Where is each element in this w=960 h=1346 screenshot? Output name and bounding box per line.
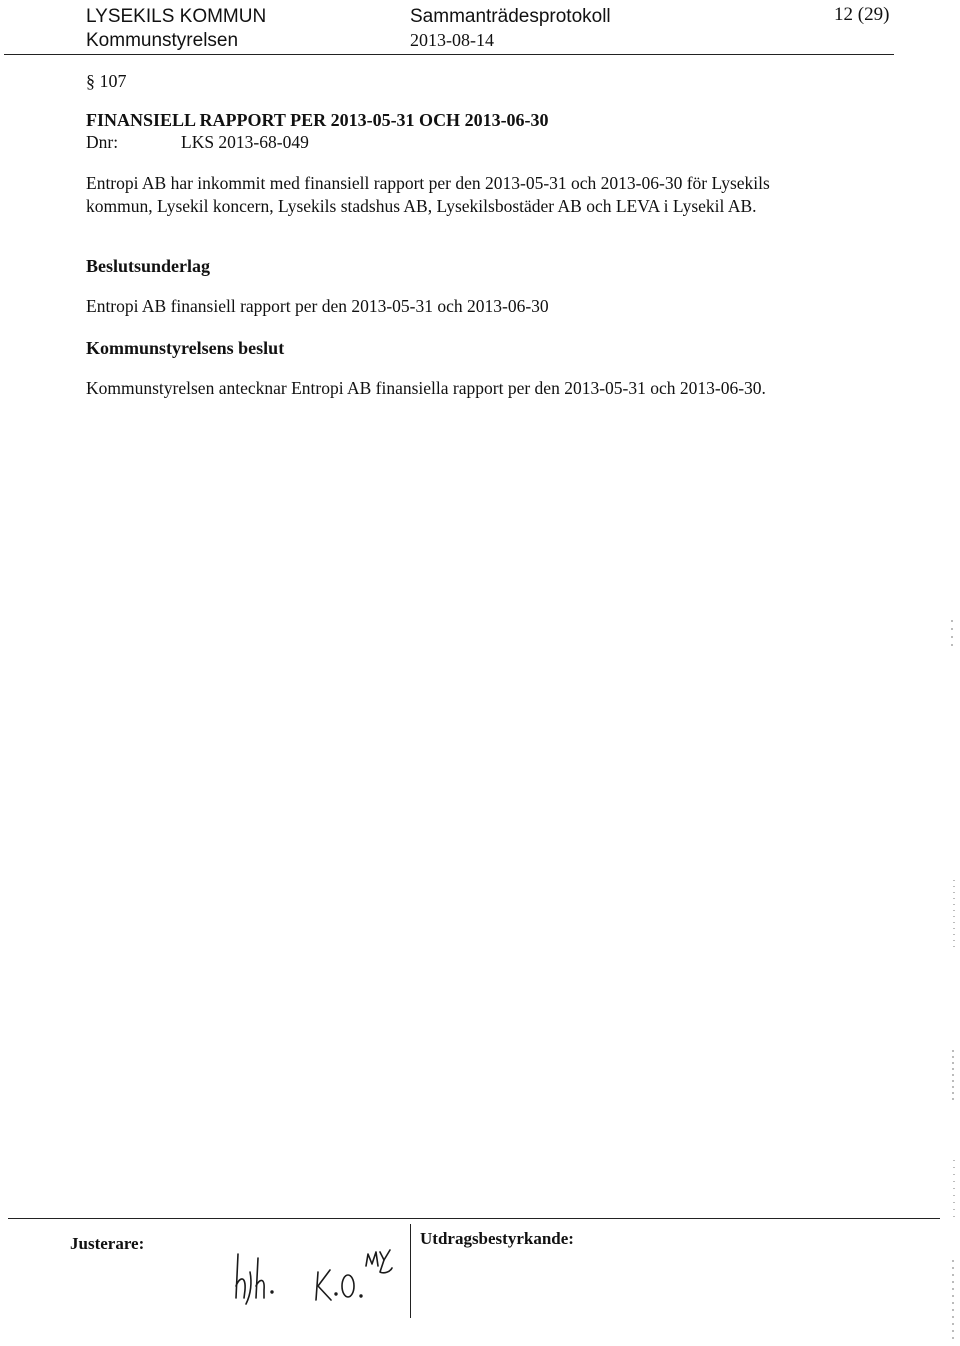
- dnr-label: Dnr:: [86, 132, 119, 152]
- footer-divider: [8, 1218, 940, 1219]
- header-divider: [4, 54, 894, 55]
- dnr-value: LKS 2013-68-049: [181, 132, 309, 152]
- organization-name: LYSEKILS KOMMUN: [86, 6, 267, 27]
- adjuster-label: Justerare:: [70, 1234, 145, 1253]
- document-type: Sammanträdesprotokoll: [410, 6, 611, 27]
- handwritten-initials-signature: [232, 1246, 412, 1306]
- basis-heading: Beslutsunderlag: [86, 256, 211, 276]
- intro-paragraph: Entropi AB har inkommit med finansiell rapport per den 2013-05-31 och 2013-06-30 för Lysekils kommun, Lysekil koncern, Lysekils stadshus AB, Lysekilsbostäder AB och LEVA i Lysekil AB.: [86, 173, 770, 216]
- decision-heading: Kommunstyrelsens beslut: [86, 338, 285, 358]
- item-title: FINANSIELL RAPPORT PER 2013-05-31 OCH 2013-06-30: [86, 110, 549, 130]
- decision-paragraph: Kommunstyrelsen antecknar Entropi AB finansiella rapport per den 2013-05-31 och 2013-06-30.: [86, 378, 766, 398]
- certifier-label: Utdragsbestyrkande:: [420, 1229, 574, 1248]
- page-number: 12 (29): [834, 4, 890, 25]
- scan-edge-marks: [948, 620, 958, 1340]
- board-name: Kommunstyrelsen: [86, 30, 239, 51]
- section-number: § 107: [86, 71, 127, 91]
- meeting-date: 2013-08-14: [410, 30, 494, 50]
- basis-text: Entropi AB finansiell rapport per den 2013-05-31 och 2013-06-30: [86, 296, 549, 316]
